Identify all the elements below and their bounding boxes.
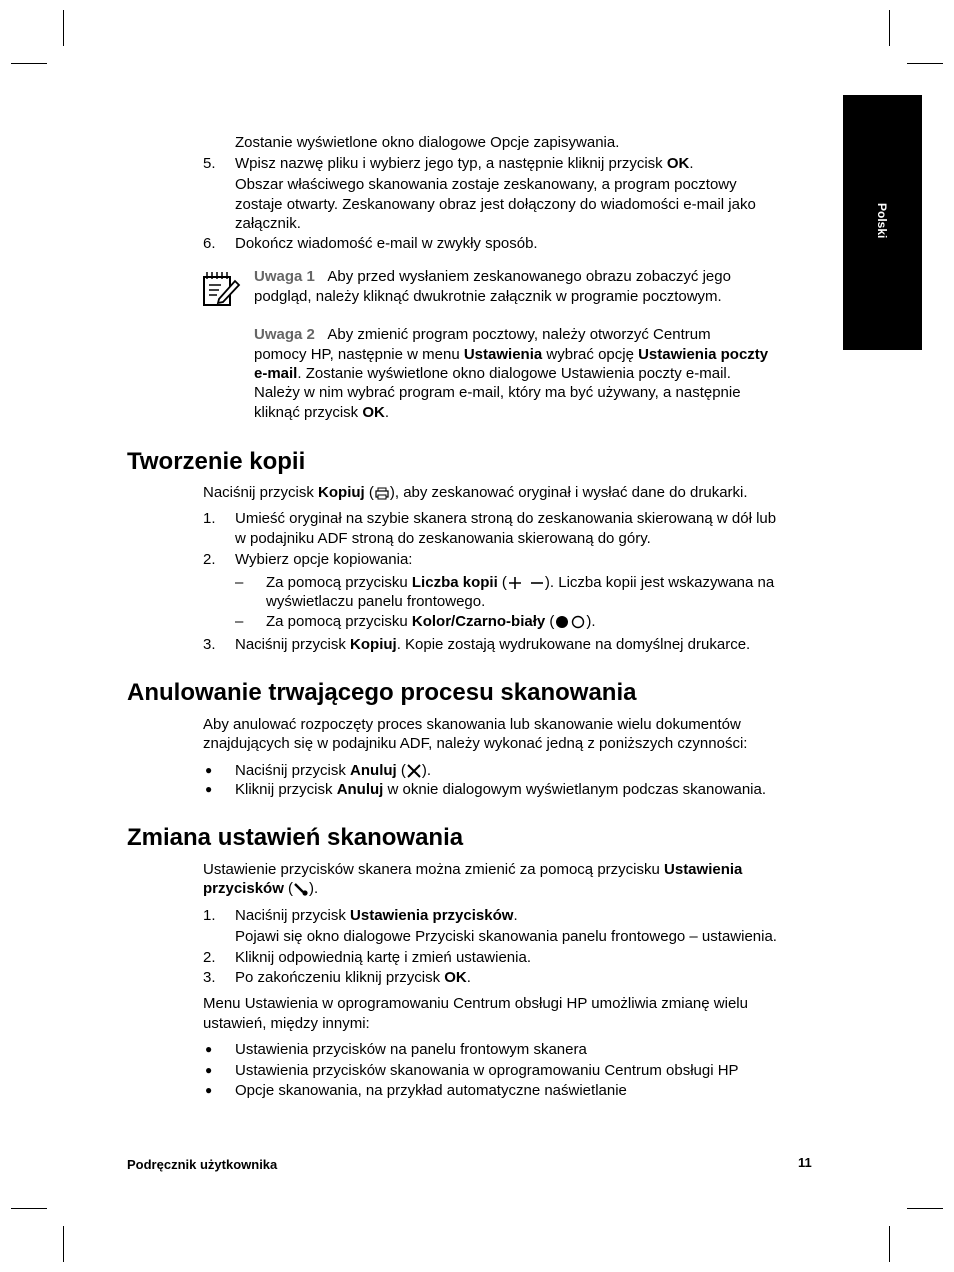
settings-bullet: Opcje skanowania, na przykład automatyczne naświetlanie: [235, 1082, 627, 1099]
bullet: ●: [205, 782, 213, 796]
copy-step-1: Umieść oryginał na szybie skanera stroną do zeskanowania skierowaną w dół lub: [235, 510, 777, 527]
step-5-line: załącznik.: [235, 215, 301, 232]
section-heading-settings: Zmiana ustawień skanowania: [127, 824, 464, 851]
crop-mark: [907, 63, 943, 64]
copy-step-2: Wybierz opcje kopiowania:: [235, 551, 413, 568]
step-number: 6.: [203, 235, 216, 252]
language-tab: [843, 95, 922, 350]
crop-mark: [63, 1226, 64, 1262]
dash-marker: –: [235, 613, 244, 630]
copy-option-count-line: wyświetlaczu panelu frontowego.: [266, 593, 486, 610]
crop-mark: [11, 63, 47, 64]
copy-option-count: Za pomocą przycisku Liczba kopii ( ). Liczba kopii jest wskazywana na: [266, 574, 775, 591]
settings-step-3: Po zakończeniu kliknij przycisk OK.: [235, 969, 471, 986]
settings-paragraph: Ustawienie przycisków skanera można zmienić za pomocą przycisku Ustawienia: [203, 861, 743, 878]
step-number: 5.: [203, 155, 216, 172]
settings-menu-paragraph-line: ustawień, między innymi:: [203, 1015, 370, 1032]
bullet: ●: [205, 1042, 213, 1056]
save-dialog-text: Zostanie wyświetlone okno dialogowe Opcje zapisywania.: [235, 134, 620, 151]
crop-mark: [889, 1226, 890, 1262]
note-2-line: pomocy HP, następnie w menu Ustawienia wybrać opcję Ustawienia poczty: [254, 346, 769, 363]
bullet: ●: [205, 1083, 213, 1097]
plus-minus-icon: [507, 576, 545, 590]
copy-step-1-line: w podajniku ADF stroną do zeskanowania skierowaną do góry.: [235, 530, 651, 547]
copy-option-color: Za pomocą przycisku Kolor/Czarno-biały ( ).: [266, 613, 596, 630]
copy-step-3: Naciśnij przycisk Kopiuj. Kopie zostają wydrukowane na domyślnej drukarce.: [235, 636, 751, 653]
settings-bullet: Ustawienia przycisków na panelu frontowym skanera: [235, 1041, 587, 1058]
cancel-bullet-1: Naciśnij przycisk Anuluj ( ).: [235, 762, 432, 779]
crop-mark: [907, 1208, 943, 1209]
cancel-paragraph: Aby anulować rozpoczęty proces skanowania lub skanowanie wielu dokumentów: [203, 716, 741, 733]
step-5-line: zostaje otwarty. Zeskanowany obraz jest dołączony do wiadomości e-mail jako: [235, 196, 756, 213]
page-number: 11: [798, 1155, 812, 1170]
step-number: 1.: [203, 907, 216, 924]
step-5: Wpisz nazwę pliku i wybierz jego typ, a następnie kliknij przycisk OK.: [235, 155, 694, 172]
step-number: 3.: [203, 636, 216, 653]
settings-step-2: Kliknij odpowiednią kartę i zmień ustawienia.: [235, 949, 531, 966]
crop-mark: [63, 10, 64, 46]
dash-marker: –: [235, 574, 244, 591]
note-2-line: e-mail. Zostanie wyświetlone okno dialogowe Ustawienia poczty e-mail.: [254, 365, 731, 382]
note-icon: [201, 269, 241, 307]
cancel-bullet-2: Kliknij przycisk Anuluj w oknie dialogowym wyświetlanym podczas skanowania.: [235, 781, 767, 798]
note-1: Uwaga 1 Aby przed wysłaniem zeskanowanego obrazu zobaczyć jego: [254, 268, 731, 285]
note-2-line: Należy w nim wybrać program e-mail, który ma być używany, a następnie: [254, 384, 741, 401]
step-number: 1.: [203, 510, 216, 527]
footer-title: Podręcznik użytkownika: [127, 1157, 278, 1172]
bullet: ●: [205, 763, 213, 777]
section-heading-cancel: Anulowanie trwającego procesu skanowania: [127, 679, 637, 706]
wrench-icon: [293, 882, 309, 896]
copy-intro: Naciśnij przycisk Kopiuj ( ), aby zeskanować oryginał i wysłać dane do drukarki.: [203, 484, 748, 501]
settings-bullet: Ustawienia przycisków skanowania w oprogramowaniu Centrum obsługi HP: [235, 1062, 739, 1079]
cancel-paragraph-line: znajdujących się w podajniku ADF, należy wykonać jedną z poniższych czynności:: [203, 735, 748, 752]
settings-step-1: Naciśnij przycisk Ustawienia przycisków.: [235, 907, 518, 924]
step-number: 2.: [203, 551, 216, 568]
crop-mark: [889, 10, 890, 46]
settings-step-1-line: Pojawi się okno dialogowe Przyciski skanowania panelu frontowego – ustawienia.: [235, 928, 777, 945]
settings-menu-paragraph: Menu Ustawienia w oprogramowaniu Centrum obsługi HP umożliwia zmianę wielu: [203, 995, 748, 1012]
step-5-line: Obszar właściwego skanowania zostaje zeskanowany, a program pocztowy: [235, 176, 737, 193]
step-number: 3.: [203, 969, 216, 986]
cancel-x-icon: [406, 764, 422, 778]
crop-mark: [11, 1208, 47, 1209]
bullet: ●: [205, 1063, 213, 1077]
step-6: Dokończ wiadomość e-mail w zwykły sposób.: [235, 235, 538, 252]
step-number: 2.: [203, 949, 216, 966]
note-2-line: kliknąć przycisk OK.: [254, 404, 390, 421]
copy-icon: [374, 486, 390, 500]
color-bw-icon: [554, 615, 586, 629]
settings-paragraph-line: przycisków ( ).: [203, 880, 319, 897]
section-heading-copy: Tworzenie kopii: [127, 448, 306, 475]
note-2: Uwaga 2 Aby zmienić program pocztowy, należy otworzyć Centrum: [254, 326, 711, 343]
language-tab-label: Polski: [875, 203, 889, 239]
note-1-line: podgląd, należy kliknąć dwukrotnie załącznik w programie pocztowym.: [254, 288, 722, 305]
